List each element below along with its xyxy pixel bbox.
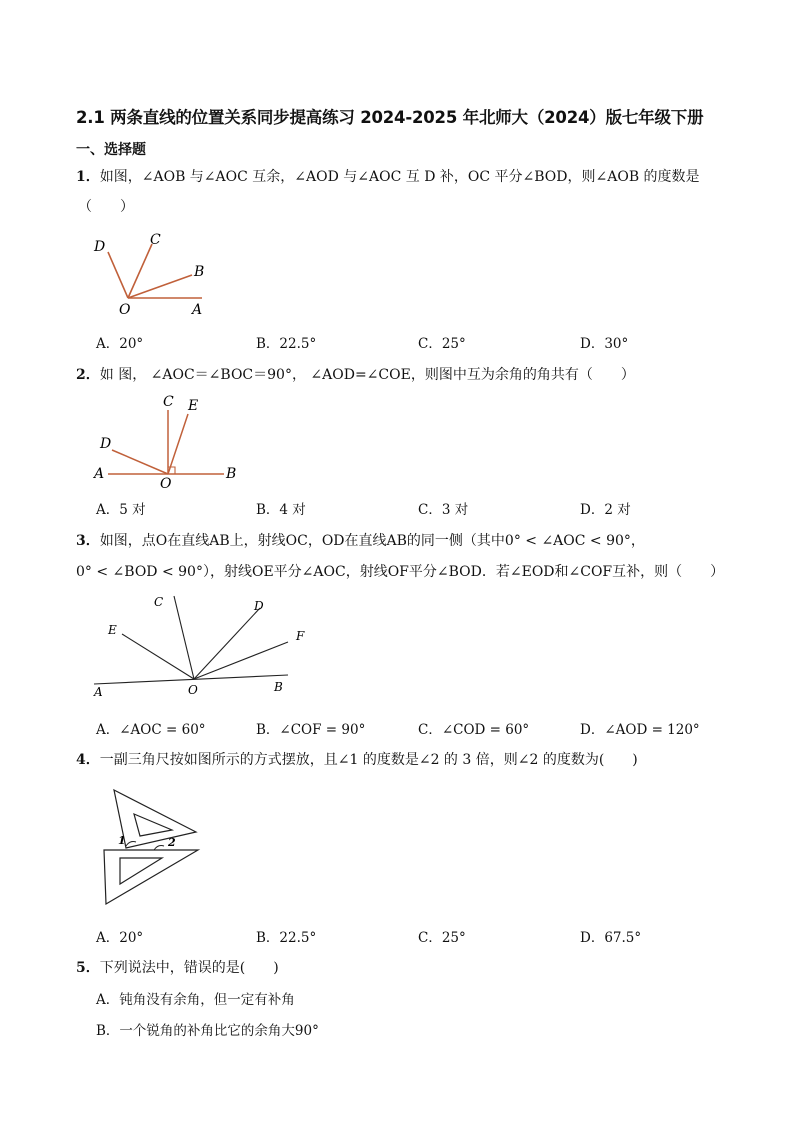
label-B: B xyxy=(226,466,237,482)
ray-OD xyxy=(112,450,168,474)
question-text: 下列说法中，错误的是( ) xyxy=(99,960,279,976)
label-C: C xyxy=(163,394,174,410)
q4-option-b[interactable]: B．22.5° xyxy=(256,930,317,946)
question-3-figure xyxy=(88,592,308,702)
q1-option-c[interactable]: C．25° xyxy=(418,336,466,352)
q2-option-a[interactable]: A．5 对 xyxy=(96,502,146,518)
question-2-stem xyxy=(76,364,635,384)
question-number: 4． xyxy=(76,752,100,768)
q2-option-c[interactable]: C．3 对 xyxy=(418,502,469,518)
q4-option-d[interactable]: D．67.5° xyxy=(580,930,642,946)
q5-option-a[interactable]: A．钝角没有余角，但一定有补角 xyxy=(96,992,295,1008)
label-E: E xyxy=(108,623,117,637)
angle-2-arc xyxy=(154,846,164,851)
label-B: B xyxy=(194,264,205,280)
label-D: D xyxy=(100,436,112,452)
ray-OF xyxy=(194,642,288,679)
q1-option-b[interactable]: B．22.5° xyxy=(256,336,317,352)
question-text: 如图，∠AOB 与∠AOC 互余，∠AOD 与∠AOC 互 D 补，OC 平分∠BOD，则∠AOB 的度数是 xyxy=(99,169,700,185)
q5-option-b[interactable]: B．一个锐角的补角比它的余角大90° xyxy=(96,1023,319,1039)
label-D: D xyxy=(254,599,264,613)
label-angle-1: 1 xyxy=(118,834,126,847)
label-A: A xyxy=(94,466,105,482)
label-F: F xyxy=(296,629,305,643)
question-number: 3． xyxy=(76,533,100,549)
upper-set-square xyxy=(114,790,196,848)
label-C: C xyxy=(150,232,161,248)
label-D: D xyxy=(94,239,106,255)
lower-set-square xyxy=(104,850,198,904)
q4-option-c[interactable]: C．25° xyxy=(418,930,466,946)
ray-OE xyxy=(122,634,194,679)
question-2-figure xyxy=(90,392,250,490)
section-heading: 一、选择题 xyxy=(76,142,146,158)
question-4-figure xyxy=(98,780,218,910)
label-O: O xyxy=(188,683,198,697)
question-number: 5． xyxy=(76,960,100,976)
question-text: 一副三角尺按如图所示的方式摆放，且∠1 的度数是∠2 的 3 倍，则∠2 的度数为( ) xyxy=(99,752,638,768)
q1-option-a[interactable]: A．20° xyxy=(96,336,144,352)
question-3-stem-cont: 0° < ∠BOD < 90°），射线OE平分∠AOC，射线OF平分∠BOD．若∠EOD和∠COF互补，则（ ） xyxy=(76,564,725,580)
page-title: 2.1 两条直线的位置关系同步提高练习 2024-2025 年北师大（2024）版七年级下册 xyxy=(76,108,704,127)
ray-OD xyxy=(108,252,128,298)
question-number: 2． xyxy=(76,367,100,383)
q2-option-b[interactable]: B．4 对 xyxy=(256,502,306,518)
question-3-stem xyxy=(76,530,645,550)
label-A: A xyxy=(192,302,203,318)
label-O: O xyxy=(119,302,131,318)
ray-OE xyxy=(168,414,188,474)
question-1-stem xyxy=(76,166,700,186)
ray-OB xyxy=(128,275,192,298)
q3-option-d[interactable]: D．∠AOD = 120° xyxy=(580,722,700,738)
q3-option-b[interactable]: B．∠COF = 90° xyxy=(256,722,366,738)
question-1-figure xyxy=(88,228,218,320)
q3-option-a[interactable]: A．∠AOC = 60° xyxy=(96,722,206,738)
label-C: C xyxy=(154,595,164,609)
q1-option-d[interactable]: D．30° xyxy=(580,336,629,352)
question-text: 如 图， ∠AOC＝∠BOC＝90°， ∠AOD=∠COE，则图中互为余角的角共有（ ） xyxy=(99,367,635,383)
question-5-stem xyxy=(76,957,279,977)
label-A: A xyxy=(94,685,103,699)
ray-OC xyxy=(174,596,194,679)
label-E: E xyxy=(188,398,199,414)
question-number: 1． xyxy=(76,169,100,185)
q3-option-c[interactable]: C．∠COD = 60° xyxy=(418,722,530,738)
q2-option-d[interactable]: D．2 对 xyxy=(580,502,631,518)
label-B: B xyxy=(274,680,283,694)
ray-OD xyxy=(194,608,260,679)
label-O: O xyxy=(160,476,172,490)
question-text: 如图，点O在直线AB上，射线OC，OD在直线AB的同一侧（其中0° < ∠AOC < 90°， xyxy=(99,533,645,549)
question-1-stem-cont: （ ） xyxy=(78,199,134,215)
label-angle-2: 2 xyxy=(168,836,176,849)
question-4-stem xyxy=(76,749,638,769)
q4-option-a[interactable]: A．20° xyxy=(96,930,144,946)
